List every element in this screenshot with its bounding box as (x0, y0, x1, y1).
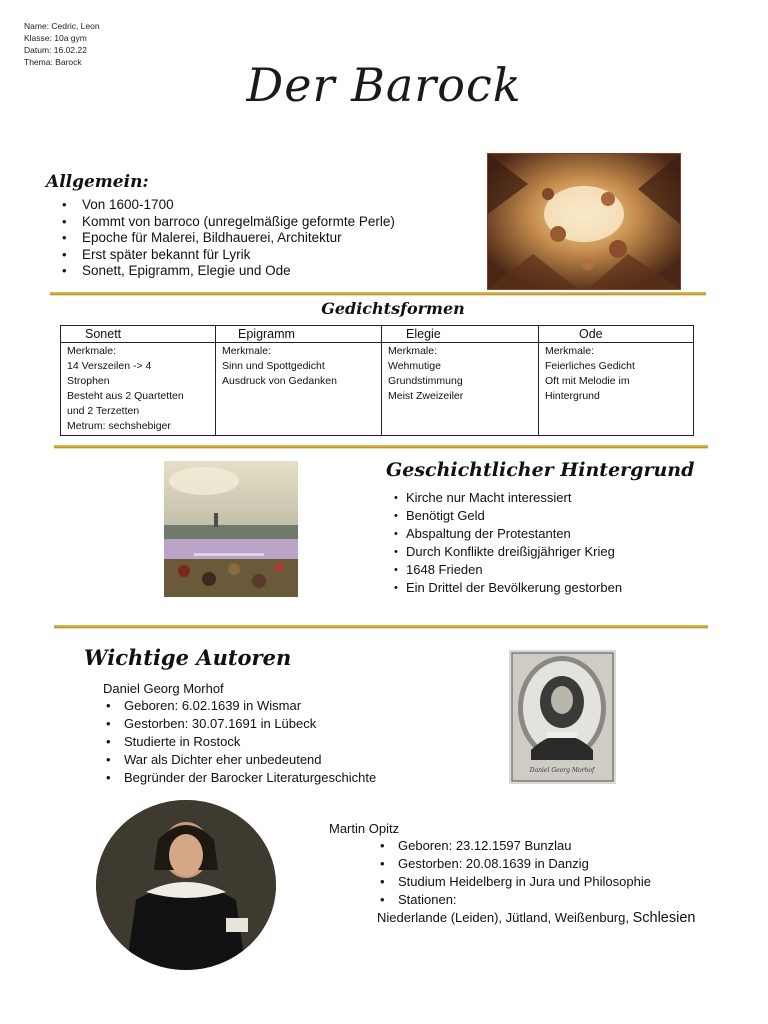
list-item: • Von 1600-1700 (58, 197, 395, 214)
table-cell (216, 343, 382, 436)
column-header: Ode (539, 326, 694, 343)
cell-line: Ausdruck von Gedanken (222, 375, 337, 387)
opitz-stations (377, 910, 695, 926)
list-item: • Benötigt Geld (394, 507, 622, 525)
cell-line: Merkmale: (222, 345, 272, 357)
meta-name: Name: Cedric, Leon (24, 21, 100, 31)
cell-line: Wehmutige (388, 360, 441, 372)
cell-line: Meist Zweizeiler (388, 390, 464, 402)
table-cell (382, 343, 539, 436)
page-title: Der Barock (246, 58, 522, 112)
ceiling-fresco-image (487, 153, 681, 290)
cell-line: Hintergrund (545, 390, 600, 402)
cell-line: Oft mit Melodie im (545, 375, 630, 387)
list-item: • Durch Konflikte dreißigjähriger Krieg (394, 543, 622, 561)
list-item: • Kirche nur Macht interessiert (394, 489, 622, 507)
section-divider (54, 625, 708, 628)
portrait-caption: Daniel Georg Morhof (529, 767, 595, 774)
list-item: • Studium Heidelberg in Jura und Philosophie (376, 873, 651, 891)
meta-topic: Thema: Barock (24, 57, 82, 67)
cell-line: Merkmale: (67, 345, 117, 357)
list-item: • Ein Drittel der Bevölkerung gestorben (394, 579, 622, 597)
morhof-portrait-image (509, 650, 616, 784)
list-item: • Begründer der Barocker Literaturgeschichte (102, 769, 376, 787)
battle-painting-image (164, 461, 298, 597)
poem-forms-heading: Gedichtsformen (321, 299, 465, 318)
list-item: • Geboren: 6.02.1639 in Wismar (102, 697, 376, 715)
table-cell (539, 343, 694, 436)
poem-forms-table (60, 325, 694, 436)
author-name-opitz: Martin Opitz (329, 821, 400, 836)
list-item: • Studierte in Rostock (102, 733, 376, 751)
cell-line: Feierliches Gedicht (545, 360, 635, 372)
morhof-list (102, 697, 376, 787)
table-header-row (61, 326, 694, 343)
general-list (58, 197, 395, 280)
list-item: • Abspaltung der Protestanten (394, 525, 622, 543)
cell-line: Metrum: sechshebiger (67, 420, 171, 432)
cell-line: und 2 Terzetten (67, 405, 140, 417)
table-cell (61, 343, 216, 436)
cell-line: Besteht aus 2 Quartetten (67, 390, 184, 402)
general-heading: Allgemein: (46, 172, 149, 192)
author-name-morhof: Daniel Georg Morhof (103, 681, 224, 696)
opitz-portrait-image (96, 800, 276, 970)
list-item: • Geboren: 23.12.1597 Bunzlau (376, 837, 651, 855)
authors-heading: Wichtige Autoren (84, 645, 292, 670)
opitz-list (376, 837, 651, 909)
stations-last: Schlesien (632, 910, 696, 926)
list-item: • Stationen: (376, 891, 651, 909)
history-heading: Geschichtlicher Hintergrund (386, 459, 695, 481)
list-item: • Gestorben: 30.07.1691 in Lübeck (102, 715, 376, 733)
cell-line: Grundstimmung (388, 375, 463, 387)
section-divider (54, 445, 708, 448)
cell-line: Strophen (67, 375, 110, 387)
cell-line: Merkmale: (545, 345, 595, 357)
list-item: • Sonett, Epigramm, Elegie und Ode (58, 263, 395, 280)
meta-class: Klasse: 10a gym (24, 33, 87, 43)
stations-text: Niederlande (Leiden), Jütland, Weißenburg, (377, 910, 629, 925)
column-header: Sonett (61, 326, 216, 343)
list-item: • War als Dichter eher unbedeutend (102, 751, 376, 769)
list-item: • Epoche für Malerei, Bildhauerei, Architektur (58, 230, 395, 247)
history-list (394, 489, 622, 597)
list-item: • Kommt von barroco (unregelmäßige geformte Perle) (58, 214, 395, 231)
meta-date: Datum: 16.02.22 (24, 45, 87, 55)
list-item: • Erst später bekannt für Lyrik (58, 247, 395, 264)
cell-line: 14 Verszeilen -> 4 (67, 360, 152, 372)
column-header: Epigramm (216, 326, 382, 343)
column-header: Elegie (382, 326, 539, 343)
list-item: • Gestorben: 20.08.1639 in Danzig (376, 855, 651, 873)
section-divider (50, 292, 706, 295)
list-item: • 1648 Frieden (394, 561, 622, 579)
table-row (61, 343, 694, 436)
cell-line: Sinn und Spottgedicht (222, 360, 325, 372)
cell-line: Merkmale: (388, 345, 438, 357)
